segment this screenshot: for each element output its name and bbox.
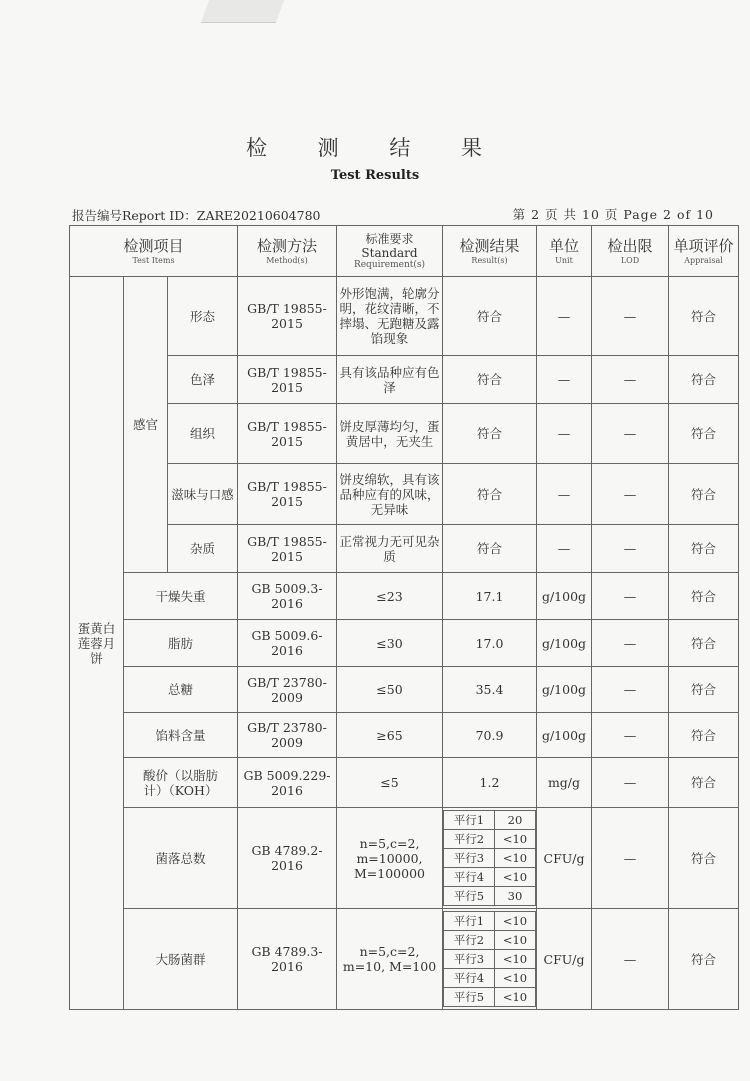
table-row bbox=[70, 404, 739, 464]
parallel-label: 平行2 bbox=[444, 830, 495, 849]
lod-cell: — bbox=[592, 277, 669, 356]
unit-cell: CFU/g bbox=[537, 808, 592, 909]
result-cell: 符合 bbox=[443, 525, 537, 573]
parallel-value: 30 bbox=[494, 887, 535, 906]
item-name: 干燥失重 bbox=[124, 573, 238, 620]
result-cell: 35.4 bbox=[443, 667, 537, 713]
table-row bbox=[70, 573, 739, 620]
item-name: 酸价（以脂肪计）（KOH） bbox=[124, 758, 238, 808]
parallel-value: 20 bbox=[494, 811, 535, 830]
unit-cell: CFU/g bbox=[537, 909, 592, 1010]
col-header-items: 检测项目 Test Items bbox=[70, 226, 238, 277]
method-cell: GB/T 19855-2015 bbox=[238, 404, 337, 464]
parallel-label: 平行5 bbox=[444, 887, 495, 906]
standard-cell: ≤50 bbox=[337, 667, 443, 713]
table-row bbox=[70, 758, 739, 808]
item-name: 组织 bbox=[168, 404, 238, 464]
appraisal-cell: 符合 bbox=[669, 620, 739, 667]
lod-cell: — bbox=[592, 404, 669, 464]
appraisal-cell: 符合 bbox=[669, 356, 739, 404]
unit-cell: — bbox=[537, 356, 592, 404]
result-cell: 符合 bbox=[443, 277, 537, 356]
parallel-value: <10 bbox=[494, 868, 535, 887]
parallel-value: <10 bbox=[494, 849, 535, 868]
parallel-value: <10 bbox=[494, 931, 535, 950]
standard-cell: 外形饱满，轮廓分明，花纹清晰，不摔塌、无跑糖及露馅现象 bbox=[337, 277, 443, 356]
col-header-method: 检测方法 Method(s) bbox=[238, 226, 337, 277]
appraisal-cell: 符合 bbox=[669, 525, 739, 573]
unit-cell: g/100g bbox=[537, 620, 592, 667]
method-cell: GB 4789.3-2016 bbox=[238, 909, 337, 1010]
standard-cell: 具有该品种应有色泽 bbox=[337, 356, 443, 404]
col-header-unit: 单位 Unit bbox=[537, 226, 592, 277]
result-cell: 符合 bbox=[443, 464, 537, 525]
product-name: 蛋黄白莲蓉月饼 bbox=[70, 277, 124, 1010]
page-title-cn: 检 测 结 果 bbox=[245, 136, 505, 160]
item-name: 脂肪 bbox=[124, 620, 238, 667]
method-cell: GB 5009.3-2016 bbox=[238, 573, 337, 620]
parallel-label: 平行5 bbox=[444, 988, 495, 1007]
lod-cell: — bbox=[592, 667, 669, 713]
appraisal-cell: 符合 bbox=[669, 404, 739, 464]
method-cell: GB/T 19855-2015 bbox=[238, 356, 337, 404]
parallel-value: <10 bbox=[494, 830, 535, 849]
unit-cell: g/100g bbox=[537, 713, 592, 758]
report-id: 报告编号Report ID：ZARE20210604780 bbox=[72, 208, 321, 223]
parallel-label: 平行4 bbox=[444, 969, 495, 988]
page-title-en: Test Results bbox=[330, 168, 420, 183]
item-name: 菌落总数 bbox=[124, 808, 238, 909]
results-table bbox=[69, 225, 739, 1010]
col-header-result: 检测结果 Result(s) bbox=[443, 226, 537, 277]
result-cell: 符合 bbox=[443, 356, 537, 404]
unit-cell: — bbox=[537, 404, 592, 464]
table-row bbox=[70, 808, 739, 909]
standard-cell: ≤30 bbox=[337, 620, 443, 667]
item-name: 总糖 bbox=[124, 667, 238, 713]
standard-cell: ≤23 bbox=[337, 573, 443, 620]
parallel-value: <10 bbox=[494, 912, 535, 931]
standard-cell: 饼皮绵软，具有该品种应有的风味，无异味 bbox=[337, 464, 443, 525]
appraisal-cell: 符合 bbox=[669, 758, 739, 808]
table-row bbox=[70, 525, 739, 573]
lod-cell: — bbox=[592, 909, 669, 1010]
item-name: 色泽 bbox=[168, 356, 238, 404]
lod-cell: — bbox=[592, 525, 669, 573]
appraisal-cell: 符合 bbox=[669, 808, 739, 909]
appraisal-cell: 符合 bbox=[669, 464, 739, 525]
lod-cell: — bbox=[592, 758, 669, 808]
parallel-label: 平行1 bbox=[444, 811, 495, 830]
result-cell: 17.0 bbox=[443, 620, 537, 667]
page-number: 第 2 页 共 10 页 Page 2 of 10 bbox=[512, 207, 714, 222]
col-header-appraisal: 单项评价 Appraisal bbox=[669, 226, 739, 277]
unit-cell: g/100g bbox=[537, 573, 592, 620]
col-header-standard: 标准要求 Standard Requirement(s) bbox=[337, 226, 443, 277]
standard-cell: 饼皮厚薄均匀，蛋黄居中，无夹生 bbox=[337, 404, 443, 464]
method-cell: GB/T 23780-2009 bbox=[238, 667, 337, 713]
unit-cell: mg/g bbox=[537, 758, 592, 808]
standard-cell: ≤5 bbox=[337, 758, 443, 808]
parallel-value: <10 bbox=[494, 988, 535, 1007]
item-name: 杂质 bbox=[168, 525, 238, 573]
table-row bbox=[70, 356, 739, 404]
lod-cell: — bbox=[592, 356, 669, 404]
paper-fold-mark bbox=[201, 0, 284, 23]
lod-cell: — bbox=[592, 464, 669, 525]
item-name: 滋味与口感 bbox=[168, 464, 238, 525]
table-row bbox=[70, 713, 739, 758]
appraisal-cell: 符合 bbox=[669, 277, 739, 356]
method-cell: GB 5009.6-2016 bbox=[238, 620, 337, 667]
standard-cell: ≥65 bbox=[337, 713, 443, 758]
table-row bbox=[70, 909, 739, 1010]
method-cell: GB/T 19855-2015 bbox=[238, 525, 337, 573]
parallel-label: 平行3 bbox=[444, 849, 495, 868]
parallel-label: 平行4 bbox=[444, 868, 495, 887]
method-cell: GB 5009.229-2016 bbox=[238, 758, 337, 808]
item-name: 大肠菌群 bbox=[124, 909, 238, 1010]
result-cell: 70.9 bbox=[443, 713, 537, 758]
standard-cell: n=5,c=2, m=10000, M=100000 bbox=[337, 808, 443, 909]
result-cell: 1.2 bbox=[443, 758, 537, 808]
unit-cell: — bbox=[537, 464, 592, 525]
parallel-value: <10 bbox=[494, 950, 535, 969]
col-header-lod: 检出限 LOD bbox=[592, 226, 669, 277]
result-cell bbox=[443, 909, 537, 1010]
lod-cell: — bbox=[592, 573, 669, 620]
result-cell: 17.1 bbox=[443, 573, 537, 620]
method-cell: GB/T 19855-2015 bbox=[238, 464, 337, 525]
lod-cell: — bbox=[592, 808, 669, 909]
result-cell: 符合 bbox=[443, 404, 537, 464]
result-cell bbox=[443, 808, 537, 909]
table-row bbox=[70, 667, 739, 713]
parallel-label: 平行3 bbox=[444, 950, 495, 969]
appraisal-cell: 符合 bbox=[669, 573, 739, 620]
item-name: 形态 bbox=[168, 277, 238, 356]
appraisal-cell: 符合 bbox=[669, 667, 739, 713]
lod-cell: — bbox=[592, 620, 669, 667]
table-row bbox=[70, 277, 739, 356]
parallel-label: 平行1 bbox=[444, 912, 495, 931]
appraisal-cell: 符合 bbox=[669, 713, 739, 758]
method-cell: GB/T 23780-2009 bbox=[238, 713, 337, 758]
standard-cell: 正常视力无可见杂质 bbox=[337, 525, 443, 573]
table-row bbox=[70, 464, 739, 525]
lod-cell: — bbox=[592, 713, 669, 758]
table-row bbox=[70, 620, 739, 667]
sensory-group-label: 感官 bbox=[124, 277, 168, 573]
method-cell: GB 4789.2-2016 bbox=[238, 808, 337, 909]
parallel-value: <10 bbox=[494, 969, 535, 988]
unit-cell: g/100g bbox=[537, 667, 592, 713]
unit-cell: — bbox=[537, 525, 592, 573]
unit-cell: — bbox=[537, 277, 592, 356]
appraisal-cell: 符合 bbox=[669, 909, 739, 1010]
standard-cell: n=5,c=2, m=10, M=100 bbox=[337, 909, 443, 1010]
table-header-row bbox=[70, 226, 739, 277]
parallel-results bbox=[443, 810, 536, 906]
parallel-results bbox=[443, 911, 536, 1007]
item-name: 馅料含量 bbox=[124, 713, 238, 758]
method-cell: GB/T 19855-2015 bbox=[238, 277, 337, 356]
parallel-label: 平行2 bbox=[444, 931, 495, 950]
